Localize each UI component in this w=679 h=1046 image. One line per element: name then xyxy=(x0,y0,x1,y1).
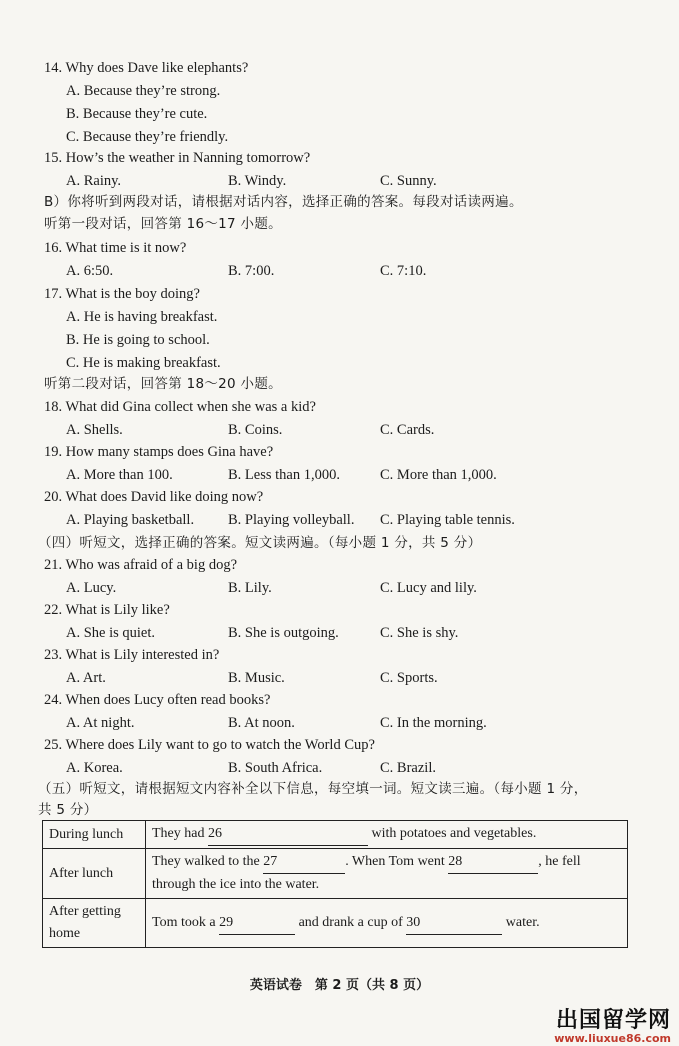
watermark-name: 出国留学网 xyxy=(555,1008,671,1033)
page-footer: 英语试卷 第 2 页（共 8 页） xyxy=(249,978,430,993)
row-text: They had xyxy=(152,826,208,841)
section-b-instruction: B）你将听到两段对话，请根据对话内容，选择正确的答案。每段对话读两遍。 xyxy=(44,194,523,210)
answer-option: C. Sunny. xyxy=(380,173,437,189)
question-stem: 23. What is Lily interested in? xyxy=(44,647,220,663)
answer-option: C. He is making breakfast. xyxy=(66,355,221,371)
answer-option: A. At night. xyxy=(66,715,135,731)
answer-blank: 30 xyxy=(406,912,502,935)
answer-option: C. More than 1,000. xyxy=(380,467,497,483)
answer-option: A. Because they’re strong. xyxy=(66,83,221,99)
answer-option: B. Windy. xyxy=(228,173,287,189)
answer-option: A. More than 100. xyxy=(66,467,173,483)
answer-option: B. Less than 1,000. xyxy=(228,467,340,483)
question-stem: 14. Why does Dave like elephants? xyxy=(44,60,249,76)
answer-option: C. Because they’re friendly. xyxy=(66,129,229,145)
answer-blank: 27 xyxy=(263,851,345,874)
row-text: , he fell xyxy=(538,854,581,869)
table-row xyxy=(43,821,628,849)
answer-option: A. She is quiet. xyxy=(66,625,156,641)
answer-option: B. He is going to school. xyxy=(66,332,210,348)
site-watermark xyxy=(554,1010,671,1045)
dialog2-instruction: 听第二段对话，回答第 18～20 小题。 xyxy=(44,376,282,392)
answer-option: A. He is having breakfast. xyxy=(66,309,218,325)
answer-option: A. Rainy. xyxy=(66,173,122,189)
answer-option: B. Lily. xyxy=(228,580,272,596)
row-text: through the ice into the water. xyxy=(152,877,320,892)
answer-blank: 28 xyxy=(448,851,538,874)
question-stem: 25. Where does Lily want to go to watch the World Cup? xyxy=(44,737,375,753)
row-text: water. xyxy=(502,914,540,930)
answer-option: B. At noon. xyxy=(228,715,295,731)
section5-instruction: （五）听短文，请根据短文内容补全以下信息，每空填一词。短文读三遍。（每小题 1 分， xyxy=(38,781,588,797)
info-table xyxy=(42,820,628,948)
table-row xyxy=(43,849,628,899)
row-content xyxy=(146,849,628,899)
section5-instruction-cont: 共 5 分） xyxy=(38,802,98,818)
row-label: During lunch xyxy=(43,821,146,849)
answer-blank: 26 xyxy=(208,823,368,846)
question-stem: 17. What is the boy doing? xyxy=(44,286,200,302)
answer-option: C. Sports. xyxy=(380,670,438,686)
row-text: Tom took a xyxy=(152,914,220,930)
answer-option: C. Playing table tennis. xyxy=(380,512,515,528)
dialog1-instruction: 听第一段对话，回答第 16～17 小题。 xyxy=(44,216,282,232)
question-stem: 18. What did Gina collect when she was a kid? xyxy=(44,399,316,415)
row-content xyxy=(146,821,628,849)
answer-option: A. 6:50. xyxy=(66,263,114,279)
question-stem: 21. Who was afraid of a big dog? xyxy=(44,557,238,573)
answer-option: A. Korea. xyxy=(66,760,123,776)
answer-option: C. Cards. xyxy=(380,422,435,438)
row-label: After getting home xyxy=(43,899,146,948)
answer-option: C. She is shy. xyxy=(380,625,459,641)
answer-option: A. Playing basketball. xyxy=(66,512,195,528)
section4-instruction: （四）听短文，选择正确的答案。短文读两遍。（每小题 1 分，共 5 分） xyxy=(38,535,482,551)
row-text: They walked to the xyxy=(152,854,264,869)
question-stem: 15. How’s the weather in Nanning tomorrow? xyxy=(44,150,311,166)
answer-option: A. Shells. xyxy=(66,422,123,438)
row-text: . When Tom went xyxy=(345,854,449,869)
answer-option: B. Music. xyxy=(228,670,285,686)
answer-option: C. In the morning. xyxy=(380,715,487,731)
answer-option: A. Lucy. xyxy=(66,580,117,596)
question-stem: 22. What is Lily like? xyxy=(44,602,170,618)
question-stem: 16. What time is it now? xyxy=(44,240,187,256)
table-row xyxy=(43,899,628,948)
answer-option: B. 7:00. xyxy=(228,263,275,279)
row-text: with potatoes and vegetables. xyxy=(367,826,537,841)
answer-option: C. Lucy and lily. xyxy=(380,580,477,596)
answer-option: C. Brazil. xyxy=(380,760,436,776)
answer-option: B. South Africa. xyxy=(228,760,323,776)
row-label: After lunch xyxy=(43,849,146,899)
question-stem: 19. How many stamps does Gina have? xyxy=(44,444,274,460)
answer-option: B. She is outgoing. xyxy=(228,625,339,641)
answer-option: C. 7:10. xyxy=(380,263,427,279)
watermark-url: www.liuxue86.com xyxy=(554,1032,671,1045)
answer-option: B. Playing volleyball. xyxy=(228,512,355,528)
answer-option: B. Because they’re cute. xyxy=(66,106,208,122)
question-stem: 20. What does David like doing now? xyxy=(44,489,264,505)
answer-option: B. Coins. xyxy=(228,422,283,438)
answer-blank: 29 xyxy=(219,912,295,935)
answer-option: A. Art. xyxy=(66,670,106,686)
question-stem: 24. When does Lucy often read books? xyxy=(44,692,271,708)
row-content xyxy=(146,899,628,948)
row-text: and drank a cup of xyxy=(295,914,407,930)
